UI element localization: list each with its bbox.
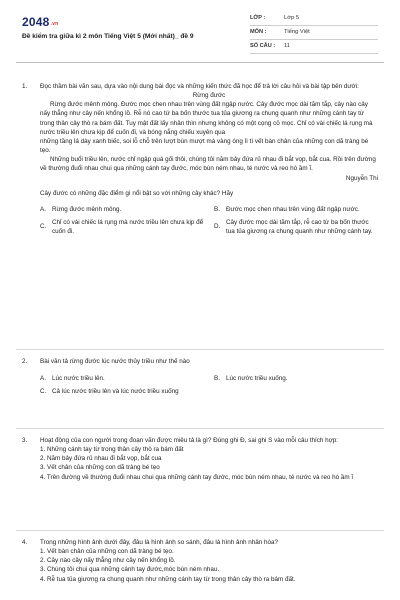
- answer-option-a[interactable]: [40, 205, 204, 214]
- question-number: 3.: [22, 437, 28, 444]
- question-4: [22, 538, 378, 584]
- answer-options: [40, 205, 378, 236]
- statement-item[interactable]: 1. Những cánh tay từ trong thân cây thò ra bám đất: [40, 446, 184, 454]
- question-3: [22, 436, 378, 482]
- answer-option-c[interactable]: [40, 218, 204, 236]
- question-divider: [16, 349, 384, 350]
- logo-suffix: .vn: [50, 21, 59, 27]
- question-1: [22, 82, 378, 236]
- question-number: 4.: [22, 539, 28, 546]
- answer-option-b[interactable]: [214, 205, 378, 214]
- question-divider: [16, 530, 384, 531]
- answer-options: [40, 374, 378, 396]
- statement-item[interactable]: 1. Vết bàn chân của những con dã tràng bé tẹo.: [40, 548, 174, 556]
- logo-text: 2048: [22, 15, 50, 29]
- question-prompt: Trong những hình ảnh dưới đây, đâu là hình ảnh so sánh, đâu là hình ảnh nhân hóa?: [40, 539, 279, 546]
- option-text: Lúc nước triều xuống.: [226, 375, 288, 383]
- meta-label: MÔN :: [250, 29, 267, 36]
- option-letter: B.: [214, 205, 220, 213]
- question-intro: Đọc thầm bài văn sau, dựa vào nội dung bài đọc và những kiến thức đã học để trả lời câu hỏi và bài tập bên dưới:: [40, 83, 359, 90]
- option-text: Cả lúc nước triều lên và lúc nước triều xuống: [52, 388, 179, 396]
- meta-value: 11: [284, 43, 291, 50]
- meta-value: Lớp 5: [284, 15, 300, 22]
- question-divider: [16, 428, 384, 429]
- passage-paragraph: Rừng đước mênh mông. Đước mọc chen nhau trên vùng đất ngập nước. Cây đước mọc dài tăm tắp, cây nào cây nấy thẳng như cây nến khổng lồ. Rễ nó cao tứ ba bốn thước tua tủa giương ra chung quanh như những cánh tay từ trong thân cây thò ra bám đất. Tuy mật đất lấy nhân thìn nhưng không có một cọng cỏ mọc. Chỉ có vài chiếc lá rụng mà nước triều lên chưa kịp để cuốn đi, và bóng nắng chiếu xuyên qua: [40, 101, 373, 136]
- option-text: Rừng đước mênh mông.: [52, 205, 122, 213]
- passage-title: Rừng đước: [192, 92, 226, 100]
- statement-item[interactable]: 2. Năm bảy đứa rủ nhau đi bắt vọp, bắt cua: [40, 455, 162, 463]
- header-divider: [16, 62, 384, 63]
- question-prompt: Cây đước có những đặc điểm gì nổi bật so với những cây khác? Hãy: [40, 190, 234, 198]
- option-text: Lúc nước triều lên.: [52, 375, 105, 383]
- meta-row-subject: [250, 26, 378, 40]
- statement-item[interactable]: 3. Chúng tôi chui qua những cánh tay đước,móc bùn ném nhau.: [40, 566, 220, 574]
- answer-option-b[interactable]: [214, 374, 378, 383]
- statement-item[interactable]: 2. Cây nào cây nấy thẳng như cây nến khổng lồ.: [40, 557, 176, 565]
- option-letter: A.: [40, 205, 46, 213]
- question-prompt: Hoạt động của con người trong đoạn văn được miêu tả là gì? Đúng ghi Đ, sai ghi S vào mỗi câu thích hợp:: [40, 437, 339, 444]
- statement-item[interactable]: 4. Rễ tua tủa giương ra chung quanh như những cánh tay từ trong thân cây thò ra bám đất.: [40, 575, 296, 583]
- answer-option-c[interactable]: [40, 387, 200, 396]
- option-text: Cây đước mọc dài tăm tắp, rễ cao từ ba bốn thước tua tủa giương ra chung quanh như những cánh tay.: [226, 218, 373, 235]
- document-meta: [250, 12, 378, 54]
- meta-label: SỐ CÂU :: [250, 43, 276, 50]
- question-prompt: Bài văn tả rừng đước lúc nước thủy triều như thế nào: [40, 358, 190, 365]
- statement-item[interactable]: 4. Trên đường về thường đuổi nhau chui qua những cánh tay đước, móc bùn ném nhau, té nước và reo hò ầm ĩ: [40, 473, 354, 481]
- statement-item[interactable]: 3. Vết chân của những con dã tràng bé tẹo: [40, 464, 160, 472]
- meta-label: LỚP :: [250, 15, 266, 22]
- answer-option-a[interactable]: [40, 374, 204, 383]
- option-text: Chỉ có vài chiếc lá rụng mà nước triều lên chưa kịp để cuốn đi.: [52, 218, 204, 235]
- option-letter: B.: [214, 375, 220, 383]
- question-number: 1.: [22, 83, 28, 90]
- passage-paragraph: những tầng lá dày xanh biếc, soi lỗ chỗ trên lượt bùn mượt mà vàng óng lì tì vết bàn chân của những con dã tràng bé tẹo.: [40, 137, 369, 154]
- question-2: [22, 357, 378, 396]
- passage-paragraph: Những buổi triều lên, nước chỉ ngập quá gối thôi, chúng tôi năm bảy đứa rủ nhau đi bắt vọp, bắt cua. Rồi trên đường về thường đuổi nhau chui qua những cánh tay đước, móc bùn ném nhau, té nước và reo hò ầm ĩ.: [40, 156, 376, 173]
- option-letter: D.: [214, 223, 221, 231]
- meta-value: Tiếng Việt: [284, 29, 310, 36]
- option-letter: C.: [40, 223, 47, 231]
- option-letter: C.: [40, 388, 47, 396]
- document-title: Đề kiểm tra giữa kì 2 môn Tiếng Việt 5 (Mới nhất)_ đề 9: [22, 33, 194, 40]
- option-text: Đước mọc chen nhau trên vùng đất ngập nước.: [226, 205, 360, 213]
- question-number: 2.: [22, 358, 28, 365]
- option-letter: A.: [40, 375, 46, 383]
- site-logo[interactable]: [22, 14, 58, 31]
- answer-option-d[interactable]: [214, 218, 378, 236]
- passage-author: Nguyễn Thi: [345, 175, 378, 183]
- meta-row-count: [250, 40, 378, 54]
- meta-row-class: [250, 12, 378, 26]
